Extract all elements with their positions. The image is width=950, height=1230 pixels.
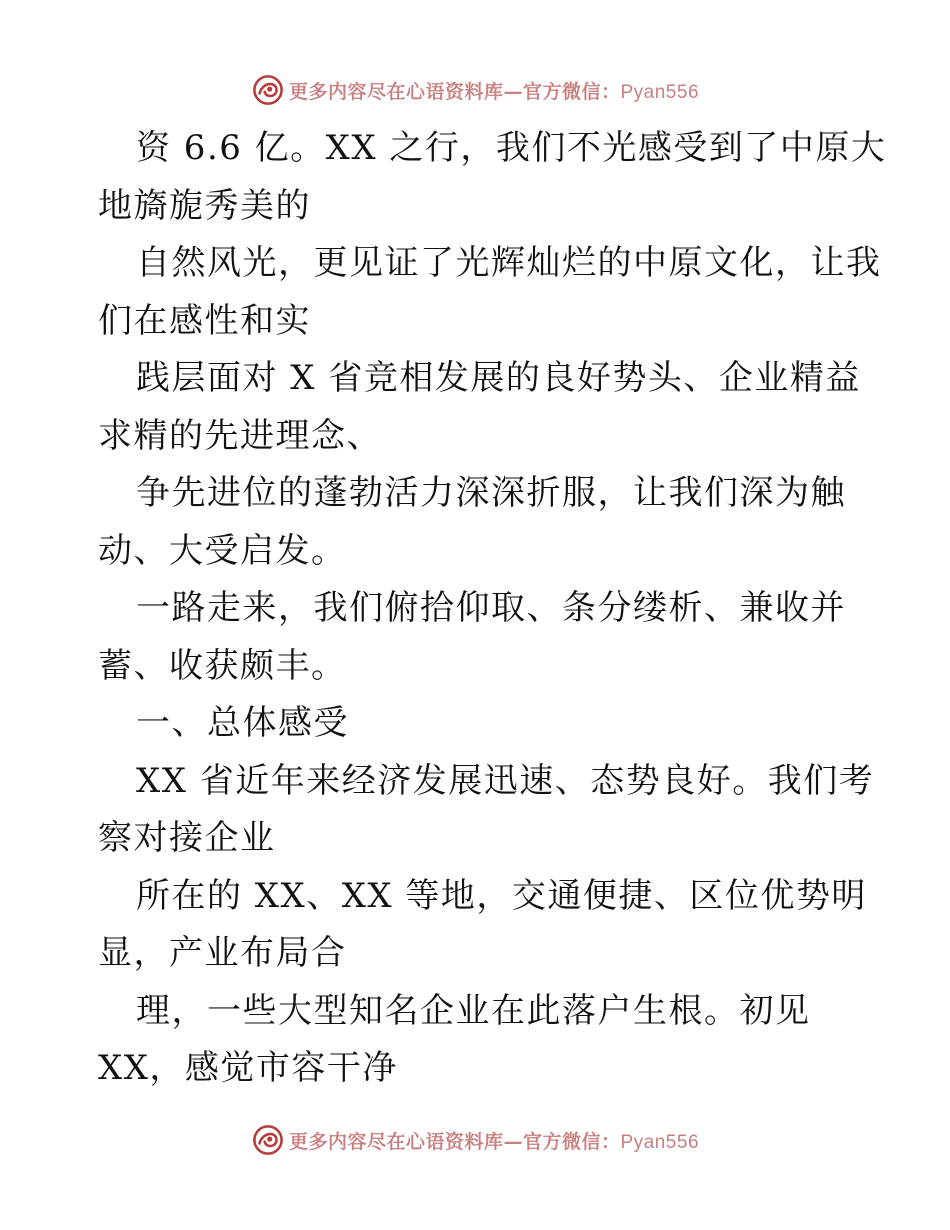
header-banner-handle: Pyan556 <box>620 81 700 103</box>
section-heading: 一、总体感受 <box>136 703 349 743</box>
document-body <box>98 120 887 1098</box>
body-line: 们在感性和实 <box>98 300 311 341</box>
red-swirl-logo-icon <box>251 73 285 107</box>
body-line: 显，产业布局合 <box>98 933 347 973</box>
body-line: 所在的 XX、XX 等地，交通便捷、区位优势明 <box>136 875 867 916</box>
body-line: 争先进位的蓬勃活力深深折服，让我们深为触 <box>136 473 846 513</box>
body-line: XX 省近年来经济发展迅速、态势良好。我们考 <box>136 760 875 801</box>
body-line: 蓄、收获颇丰。 <box>98 645 347 686</box>
body-line: 理，一些大型知名企业在此落户生根。初见 <box>136 990 811 1031</box>
footer-banner-handle: Pyan556 <box>620 1131 700 1153</box>
body-line: 地旖旎秀美的 <box>98 185 311 226</box>
body-line: 求精的先进理念、 <box>98 415 382 456</box>
header-banner-text <box>289 77 699 104</box>
header-banner <box>0 70 950 110</box>
body-line: XX，感觉市容干净 <box>98 1048 398 1088</box>
body-line: 动、大受启发。 <box>98 530 347 571</box>
footer-banner-title: 更多内容尽在心语资料库—官方微信： <box>288 1130 621 1153</box>
body-line: 察对接企业 <box>98 818 276 858</box>
header-banner-title: 更多内容尽在心语资料库—官方微信： <box>288 80 621 103</box>
red-swirl-logo-icon <box>251 1123 285 1157</box>
body-line: 践层面对 X 省竞相发展的良好势头、企业精益 <box>136 358 861 398</box>
footer-banner <box>0 1120 950 1160</box>
body-line: 一路走来，我们俯拾仰取、条分缕析、兼收并 <box>136 588 846 628</box>
footer-banner-text <box>289 1127 699 1154</box>
body-line: 自然风光，更见证了光辉灿烂的中原文化，让我 <box>136 243 882 283</box>
body-line: 资 6.6 亿。XX 之行，我们不光感受到了中原大 <box>136 128 887 168</box>
